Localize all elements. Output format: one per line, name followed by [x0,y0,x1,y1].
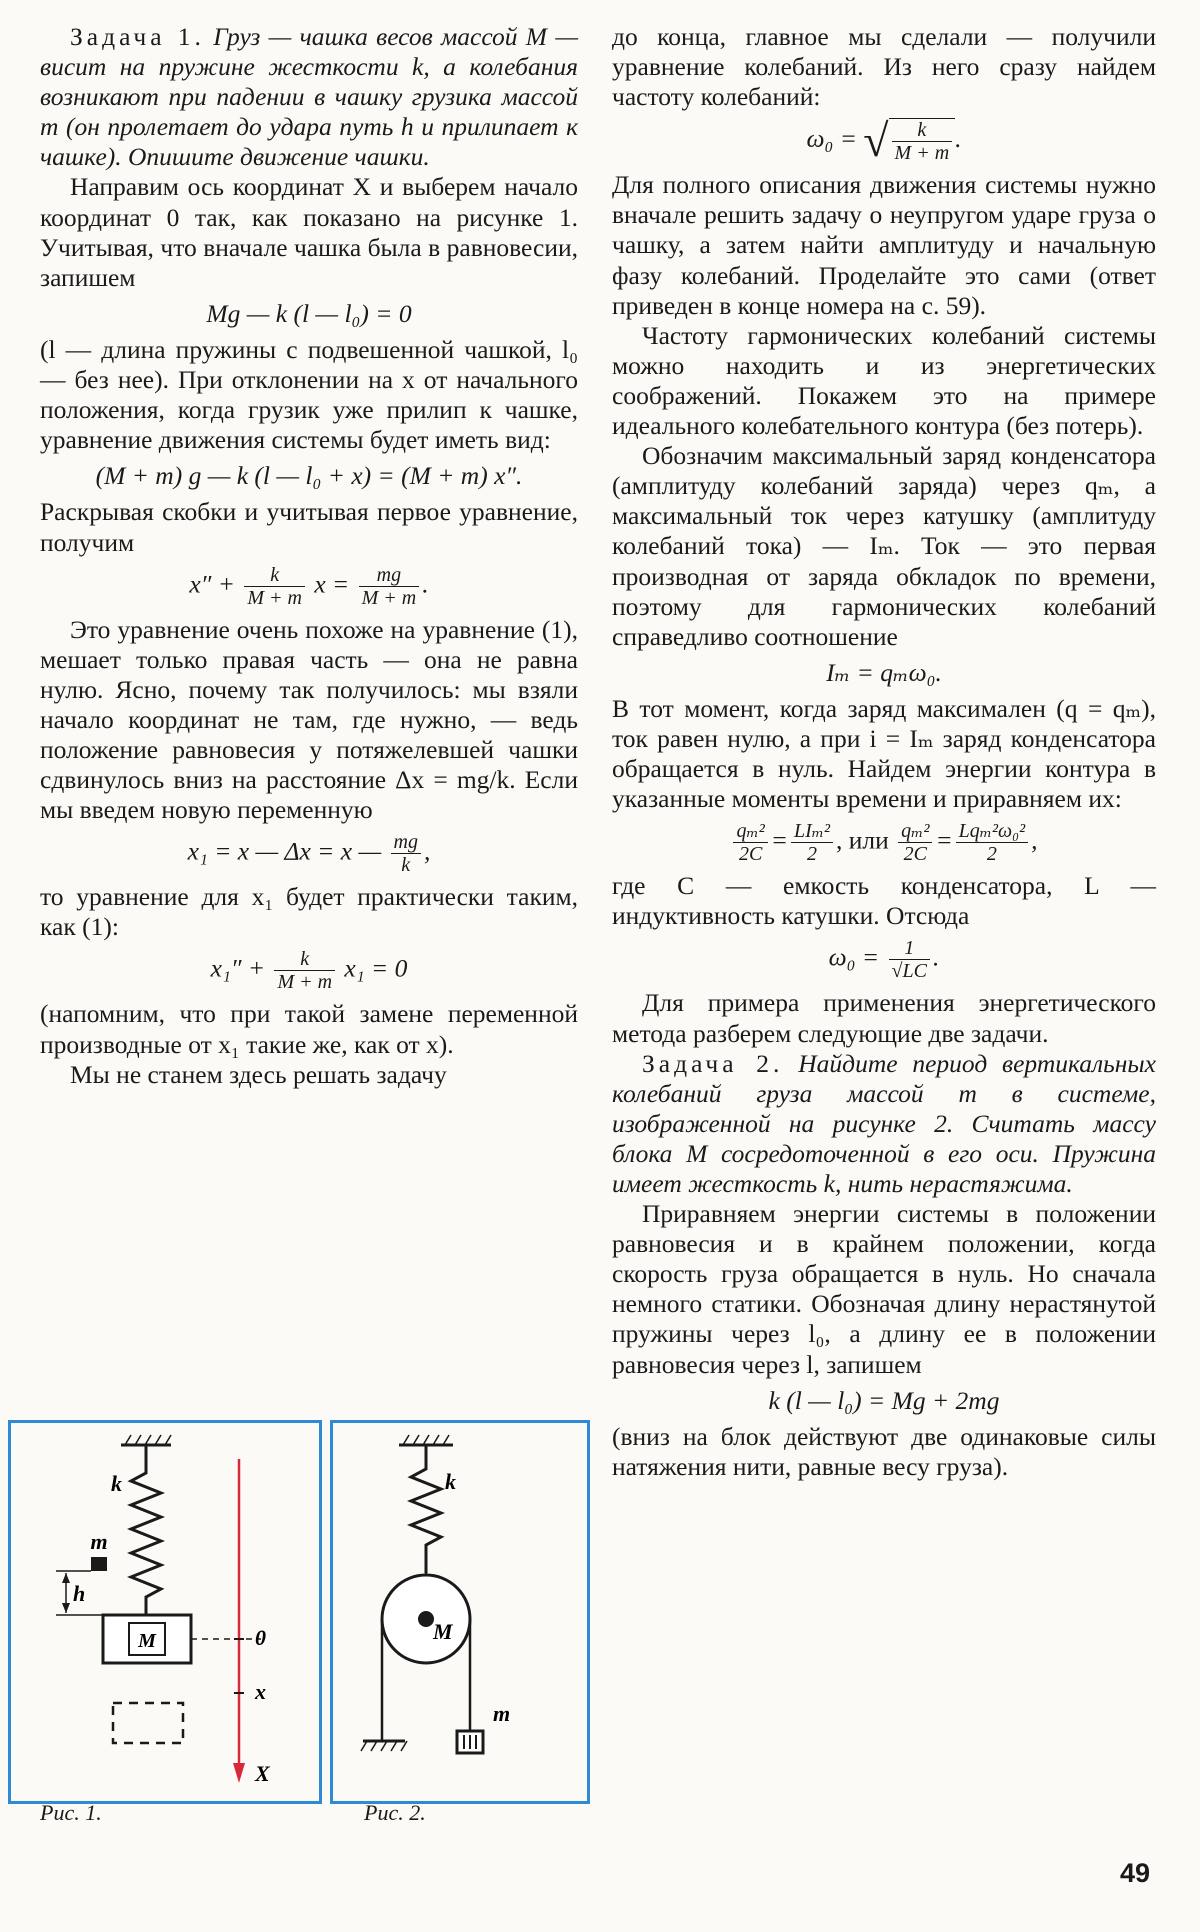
eq-part: . [422,568,429,598]
label-M: M [433,1619,453,1644]
fraction [391,831,421,876]
equation-substitution [40,831,578,876]
eq-part: x₁ = x — Δx = x — [187,836,382,866]
numerator: mg [359,564,420,587]
paragraph: Мы не станем здесь решать задачу [70,1059,447,1089]
numerator: Lqₘ²ω₀² [956,820,1028,843]
eq-part: ω₀ = [806,124,857,154]
paragraph: Для полного описания движения системы нужно вначале решить задачу о неупругом ударе груза о чашку, а затем найти амплитуду и начальную фазу колебаний. Проделайте это сами (ответ приведен в конце номера на с. 59). [612,170,1156,320]
label-k: k [111,1471,122,1496]
paragraph: Для примера применения энергетического метода разберем следующие две задачи. [612,988,1156,1048]
denominator: M + m [277,971,333,994]
spring-icon [411,1445,441,1573]
paragraph: (l — длина пружины с подвешенной чашкой, l₀ — без нее). При отклонении на x от начального положения, когда грузик уже прилип к чашке, уравнение движения системы будет иметь вид: [40,334,578,455]
task2-label: Задача 2. [642,1048,784,1078]
small-mass-icon [91,1557,107,1571]
fraction [733,820,767,865]
figure-2-diagram [333,1423,587,1801]
fraction [274,948,335,993]
paragraph: Направим ось координат X и выберем начало координат 0 так, как показано на рисунке 1. Учитывая, что вначале чашка была в равновесии, запишем [40,172,578,292]
fraction [898,820,932,865]
numerator: qₘ² [898,820,932,843]
paragraph: Частоту гармонических колебаний системы можно находить и из энергетических соображений. Покажем это на примере идеального колебательного контура (без потерь). [612,320,1156,441]
denominator: k [401,854,411,877]
equation-reduced [40,564,578,609]
equation-frequency [612,115,1156,167]
task2-statement: Найдите период вертикальных колебаний груза массой m в системе, изображенной на рисунке 2. Считать массу блока M сосредоточенной в его оси. Пружина имеет жесткость k, нить нерастяжима. [612,1048,1157,1198]
label-m: m [493,1701,511,1726]
label-X: X [255,1761,270,1786]
numerator: 1 [889,937,930,960]
paragraph: Приравняем энергии системы в положении равновесия и в крайнем положении, когда скорость груза обращается в нуль. Но сначала немного статики. Обозначая длину нерастянутой пружины через l₀, а длину ее в положении равновесия через l, запишем [612,1199,1156,1379]
fraction [244,564,305,609]
eq-part: , или [836,825,889,855]
page-number: 49 [1120,1858,1151,1888]
label-0: 0 [255,1625,266,1650]
label-m: m [90,1529,108,1554]
eq-part: , [423,836,431,866]
left-column [40,22,578,1090]
figure-1-diagram [11,1423,319,1801]
equation-motion: (M + m) g — k (l — l₀ + x) = (M + m) x″. [95,461,523,491]
x-axis-arrowhead [233,1763,245,1783]
numerator: qₘ² [733,820,767,843]
paragraph: Раскрывая скобки и учитывая первое уравнение, получим [40,497,578,557]
task1-statement: Груз — чашка весов массой M — висит на пружине жесткости k, а колебания возникают при падении в чашку грузика массой m (он пролетает до удара путь h и прилипает к чашке). Опишите движение чашки. [40,22,579,172]
paragraph: Обозначим максимальный заряд конденсатора (амплитуду колебаний заряда) через qₘ, а максимальный ток через катушку (амплитуду колебаний тока) — Iₘ. Ток — это первая производная от заряда обкладок по времени, поэтому для гармонических колебаний справедливо соотношение [612,441,1156,651]
equation-lc-frequency [612,937,1156,982]
paragraph: до конца, главное мы сделали — получили уравнение колебаний. Из него сразу найдем частоту колебаний: [612,22,1156,112]
fraction [791,820,833,865]
equation-energy: $\frac{\text{qₘ²}}{2C}$ = $\frac{\text{LIₘ²}}{2}$ , или $\frac{\text{qₘ²}}{2C}$ = $\frac{\text{Lqₘ²ω₀²}}{2}$ , [612,820,1156,865]
square-root: √ $\frac{k}{M + m}$ [863,118,955,164]
label-k: k [445,1469,456,1494]
denominator: M + m [247,586,302,609]
figure-2 [330,1420,590,1804]
paragraph: Это уравнение очень похоже на уравнение (1), мешает только правая часть — она не равна нулю. Ясно, почему так получилось: мы взяли начало координат не там, где нужно, — ведь положение равновесия у потяжелевшей чашки сдвинулось вниз на расстояние Δx = mg/k. Если мы введем новую переменную [40,614,578,825]
eq-part: x₁ = 0 [344,953,408,983]
fraction [889,937,930,982]
fraction [892,119,953,164]
fraction [956,820,1028,865]
label-h: h [73,1581,86,1606]
fraction [359,564,420,609]
eq-part: x = [314,568,350,598]
numerator: mg [391,831,421,854]
numerator: k [244,564,305,587]
denominator: √LC [891,960,927,983]
spring-icon [131,1445,161,1615]
denominator: 2C [903,843,927,866]
paragraph: В тот момент, когда заряд максимален (q = qₘ), ток равен нулю, а при i = Iₘ заряд конденсатора обращается в нуль. Найдем энергии контура в указанные моменты времени и приравняем их: [612,693,1156,814]
denominator: M + m [894,142,950,165]
denominator: 2C [738,843,763,866]
task1-paragraph [40,22,578,172]
eq-part: x₁″ + [210,953,266,983]
denominator: M + m [361,586,417,609]
numerator: k [274,948,335,971]
denominator: 2 [806,843,817,866]
pulley-axis [418,1611,434,1627]
displaced-cup-outline [113,1703,183,1743]
task1-label: Задача 1. [70,22,205,51]
paragraph: то уравнение для x₁ будет практически таким, как (1): [40,882,578,942]
eq-part: . [955,124,962,154]
figure-1 [8,1420,322,1804]
task2-paragraph [612,1049,1156,1199]
numerator: LIₘ² [791,820,833,843]
equation-equilibrium: Mg — k (l — l₀) = 0 [206,298,412,328]
equation-current: Iₘ = qₘω₀. [826,657,942,687]
numerator: k [892,119,953,142]
denominator: 2 [986,843,997,866]
paragraph: (вниз на блок действуют две одинаковые силы натяжения нити, равные весу груза). [612,1421,1156,1481]
paragraph: где C — емкость конденсатора, L — индуктивность катушки. Отсюда [612,871,1156,931]
eq-part: . [932,942,940,972]
label-M: M [138,1630,156,1652]
eq-part: x″ + [189,568,235,598]
equation-oscillator [40,948,578,993]
figure-1-caption: Рис. 1. [40,1800,102,1825]
equation-statics: k (l — l₀) = Mg + 2mg [768,1385,1000,1415]
right-column [612,22,1156,1482]
eq-part: ω₀ = [828,942,880,972]
paragraph: (напомним, что при такой замене переменной производные от x₁ такие же, как от x). [40,999,578,1059]
figure-2-caption: Рис. 2. [364,1800,426,1825]
label-x: x [255,1679,266,1704]
